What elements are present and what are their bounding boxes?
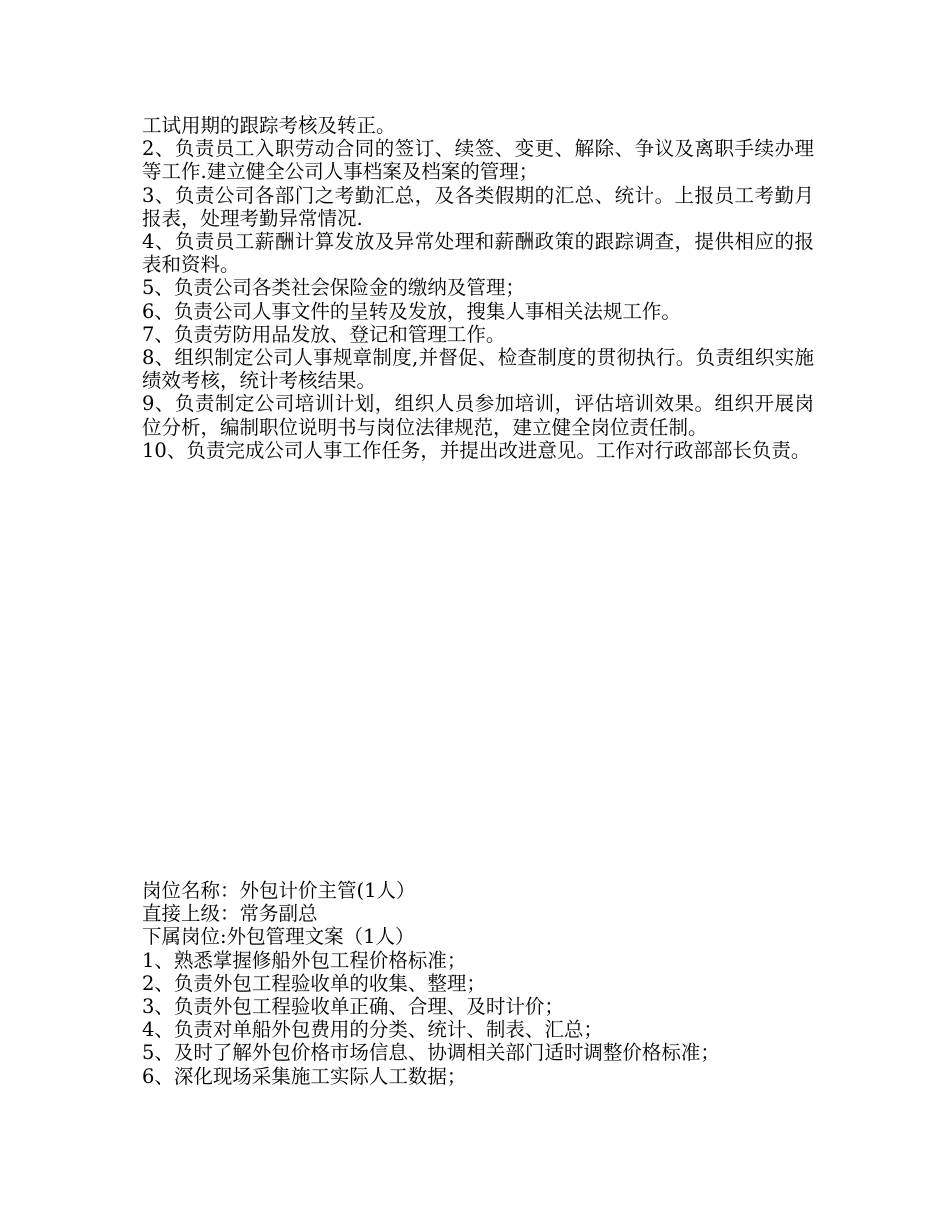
outsourcing-pricing-section <box>142 879 814 1088</box>
paragraph: 7、负责劳防用品发放、登记和管理工作。 <box>142 322 506 346</box>
hr-duties-section <box>142 114 814 462</box>
duty-item: 3、负责外包工程验收单正确、合理、及时计价； <box>142 995 564 1019</box>
paragraph: 6、负责公司人事文件的呈转及发放，搜集人事相关法规工作。 <box>142 299 681 323</box>
duty-item: 6、深化现场采集施工实际人工数据； <box>142 1064 467 1088</box>
duty-item: 1、熟悉掌握修船外包工程价格标准； <box>142 948 467 972</box>
position-title: 岗位名称：外包计价主管(1人） <box>142 879 416 902</box>
paragraph: 9、负责制定公司培训计划，组织人员参加培训，评估培训效果。组织开展岗位分析，编制职位说明书与岗位法律规范，建立健全岗位责任制。 <box>142 392 814 439</box>
subordinate-position: 下属岗位:外包管理文案（1人） <box>142 925 415 949</box>
paragraph: 5、负责公司各类社会保险金的缴纳及管理； <box>142 276 525 300</box>
duty-item: 5、及时了解外包价格市场信息、协调相关部门适时调整价格标准； <box>142 1041 720 1065</box>
direct-superior: 直接上级：常务副总 <box>142 902 318 926</box>
paragraph: 4、负责员工薪酬计算发放及异常处理和薪酬政策的跟踪调查，提供相应的报表和资料。 <box>142 230 814 277</box>
paragraph: 工试用期的跟踪考核及转正。 <box>142 114 396 137</box>
paragraph: 3、负责公司各部门之考勤汇总，及各类假期的汇总、统计。上报员工考勤月报表，处理考勤异常情况. <box>142 183 814 230</box>
paragraph: 2、负责员工入职劳动合同的签订、续签、变更、解除、争议及离职手续办理等工作.建立健全公司人事档案及档案的管理； <box>142 137 814 184</box>
paragraph: 8、组织制定公司人事规章制度,并督促、检查制度的贯彻执行。负责组织实施绩效考核，统计考核结果。 <box>142 346 814 393</box>
paragraph: 10、负责完成公司人事工作任务，并提出改进意见。工作对行政部部长负责。 <box>142 438 811 462</box>
duty-item: 2、负责外包工程验收单的收集、整理； <box>142 971 486 995</box>
duty-item: 4、负责对单船外包费用的分类、统计、制表、汇总； <box>142 1018 603 1042</box>
